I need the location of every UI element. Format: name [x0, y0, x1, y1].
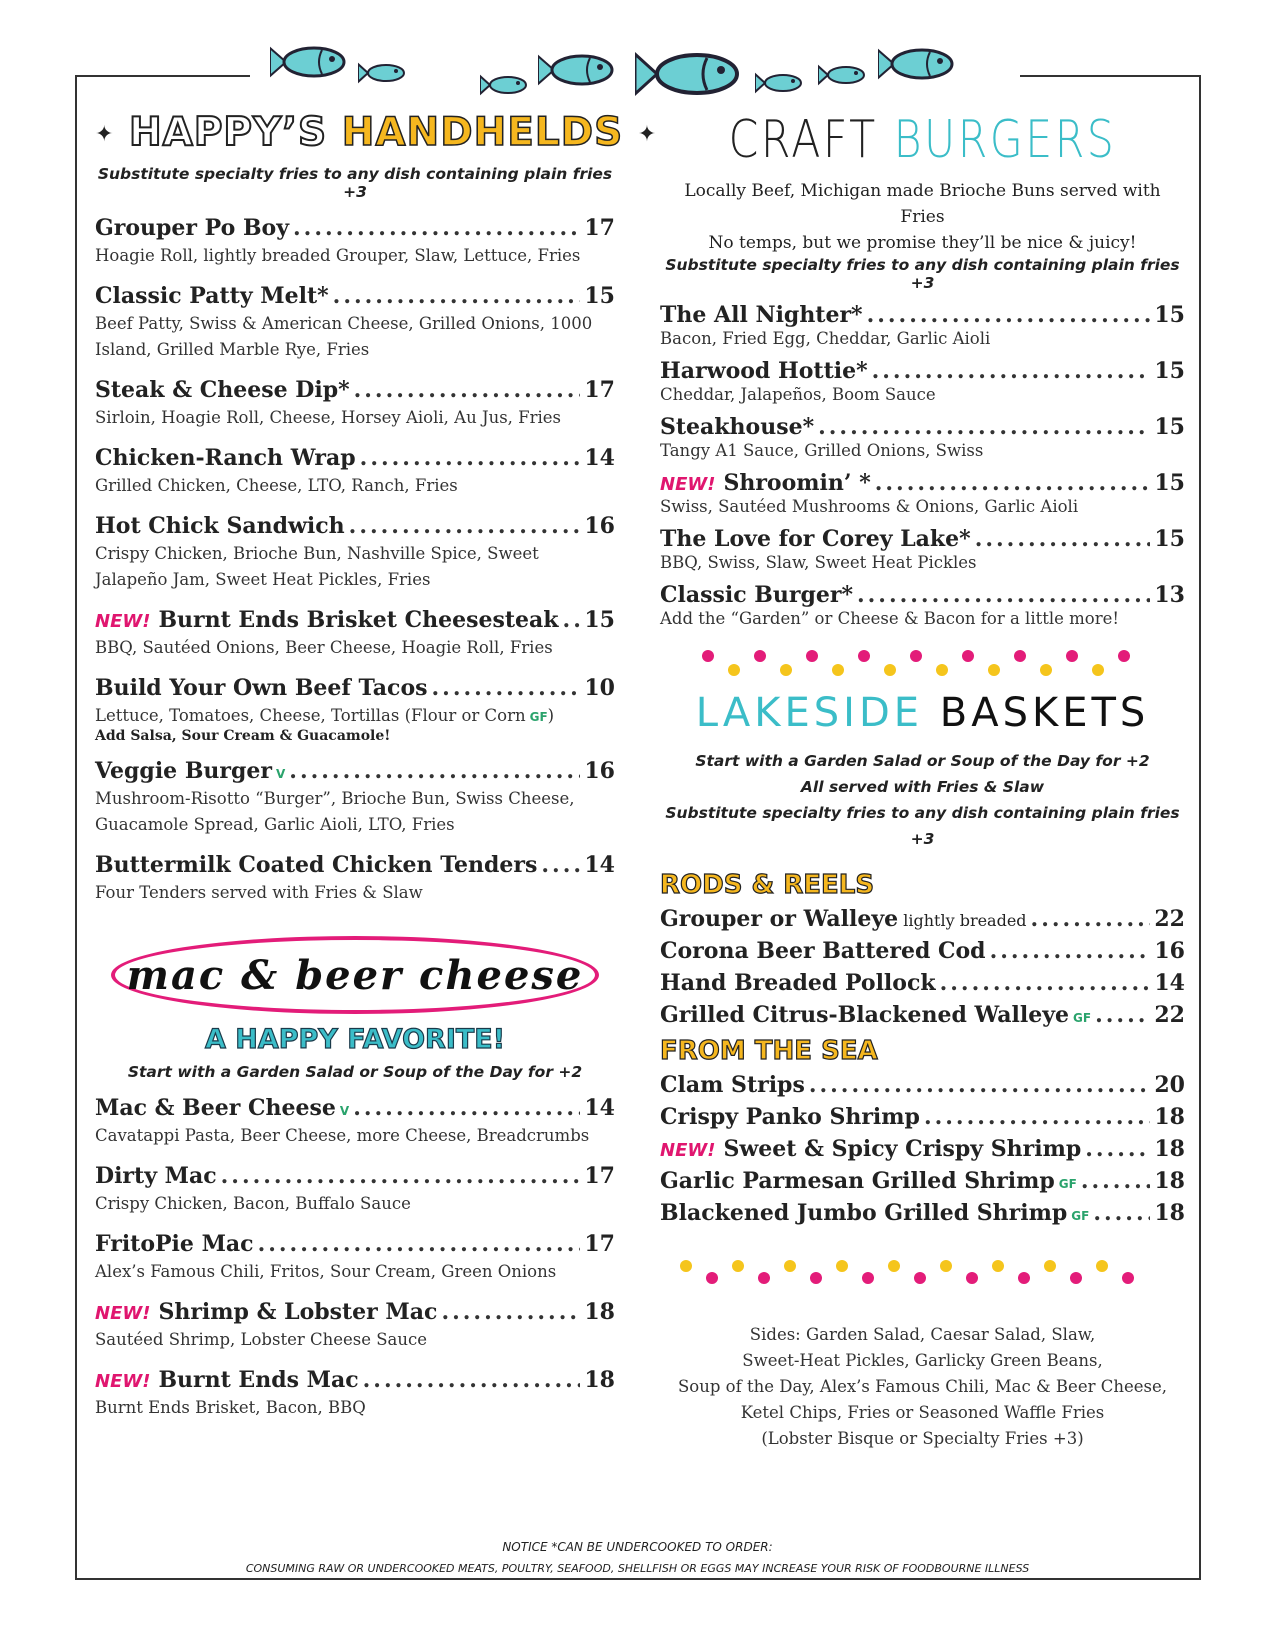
menu-item-head — [95, 675, 615, 701]
item-description: BBQ, Sautéed Onions, Beer Cheese, Hoagie Roll, Fries — [95, 638, 553, 657]
item-price: 16 — [584, 513, 615, 539]
item-name: Steak & Cheese Dip* — [95, 377, 350, 403]
dots-divider-top — [660, 646, 1185, 686]
menu-item — [95, 607, 615, 661]
menu-item-head — [660, 1200, 1185, 1226]
leader-dots — [1093, 1200, 1150, 1226]
burgers-note: Substitute specialty fries to any dish containing plain fries +3 — [665, 256, 1180, 292]
diet-tag: V — [339, 1104, 350, 1118]
leader-dots — [441, 1299, 580, 1325]
item-name: Mac & Beer Cheese V — [95, 1095, 350, 1121]
menu-item-head — [95, 607, 615, 633]
menu-item-head — [95, 758, 615, 784]
leader-dots — [353, 1095, 580, 1121]
menu-item-head — [660, 470, 1185, 496]
item-name: Dirty Mac — [95, 1163, 217, 1189]
mac-logo: mac & beer cheese — [111, 936, 599, 1014]
item-name: Veggie Burger V — [95, 758, 286, 784]
menu-item — [660, 1136, 1185, 1162]
leader-dots — [289, 758, 580, 784]
item-name: Clam Strips — [660, 1072, 805, 1098]
diet-tag: GF — [1071, 1209, 1090, 1223]
item-name: Harwood Hottie* — [660, 358, 868, 384]
leader-dots — [258, 1231, 581, 1257]
sides-line: Soup of the Day, Alex’s Famous Chili, Mac & Beer Cheese, — [678, 1377, 1167, 1396]
menu-item-head — [95, 377, 615, 403]
menu-item — [95, 1095, 615, 1149]
menu-item-head — [660, 526, 1185, 552]
leader-dots — [867, 302, 1151, 328]
menu-item-head — [660, 1072, 1185, 1098]
item-name: NEW! Burnt Ends Brisket Cheesesteak — [95, 607, 559, 633]
item-name: Buttermilk Coated Chicken Tenders — [95, 852, 538, 878]
item-price: 16 — [1154, 938, 1185, 964]
item-name: NEW! Burnt Ends Mac — [95, 1367, 359, 1393]
item-description: Burnt Ends Brisket, Bacon, BBQ — [95, 1398, 366, 1417]
item-name: Chicken-Ranch Wrap — [95, 445, 356, 471]
menu-item — [95, 758, 615, 838]
item-name: Grilled Citrus-Blackened Walleye GF — [660, 1002, 1092, 1028]
new-badge: NEW! — [660, 474, 716, 495]
menu-item — [95, 675, 615, 744]
item-price: 17 — [584, 1231, 615, 1257]
menu-item — [660, 302, 1185, 350]
menu-item-head — [660, 582, 1185, 608]
menu-item — [95, 513, 615, 593]
menu-item-head — [95, 1163, 615, 1189]
menu-item-head — [95, 852, 615, 878]
menu-item-head — [660, 1136, 1185, 1162]
sea-list — [660, 1072, 1185, 1226]
menu-item — [660, 470, 1185, 518]
menu-item-head — [95, 283, 615, 309]
fish-icon — [358, 62, 406, 84]
dots-divider-bottom — [660, 1256, 1185, 1296]
fish-icon — [480, 74, 528, 96]
menu-item — [95, 1231, 615, 1285]
burgers-intro-2: No temps, but we promise they’ll be nice & juicy! — [708, 233, 1137, 253]
right-column — [660, 108, 1185, 1452]
handhelds-list — [95, 215, 615, 906]
handhelds-note: Substitute specialty fries to any dish containing plain fries +3 — [97, 165, 613, 201]
menu-item-head — [95, 445, 615, 471]
item-price: 18 — [584, 1367, 615, 1393]
item-description: Crispy Chicken, Brioche Bun, Nashville Spice, Sweet Jalapeño Jam, Sweet Heat Pickles, Fries — [95, 544, 539, 589]
menu-item — [660, 1072, 1185, 1098]
leader-dots — [333, 283, 581, 309]
menu-item — [660, 938, 1185, 964]
craft-burgers-title: CRAFT BURGERS — [728, 110, 1117, 170]
item-description: Bacon, Fried Egg, Cheddar, Garlic Aioli — [660, 329, 991, 348]
item-price: 13 — [1154, 582, 1185, 608]
notice-undercooked: NOTICE *CAN BE UNDERCOOKED TO ORDER: — [502, 1540, 773, 1554]
item-price: 15 — [1154, 414, 1185, 440]
item-price: 18 — [1154, 1200, 1185, 1226]
fish-icon — [818, 64, 866, 86]
sides-line: Sides: Garden Salad, Caesar Salad, Slaw, — [749, 1325, 1096, 1344]
menu-item — [95, 1163, 615, 1217]
menu-item — [95, 215, 615, 269]
leader-dots — [975, 526, 1151, 552]
item-description: Four Tenders served with Fries & Slaw — [95, 883, 423, 902]
leader-dots — [940, 970, 1151, 996]
menu-item — [660, 414, 1185, 462]
item-name: The Love for Corey Lake* — [660, 526, 971, 552]
menu-item-head — [660, 1104, 1185, 1130]
menu-item — [660, 906, 1185, 932]
item-description: Mushroom-Risotto “Burger”, Brioche Bun, Swiss Cheese, Guacamole Spread, Garlic Aioli, LTO, Fries — [95, 789, 575, 834]
leader-dots — [349, 513, 581, 539]
menu-item-head — [660, 906, 1185, 932]
menu-item-head — [660, 938, 1185, 964]
diet-tag: GF — [1058, 1177, 1077, 1191]
menu-item — [660, 358, 1185, 406]
item-description: Hoagie Roll, lightly breaded Grouper, Slaw, Lettuce, Fries — [95, 246, 581, 265]
leader-dots — [221, 1163, 581, 1189]
leader-dots — [293, 215, 580, 241]
item-price: 18 — [1154, 1136, 1185, 1162]
diet-tag: GF — [1073, 1011, 1092, 1025]
sides-list — [660, 1322, 1185, 1452]
new-badge: NEW! — [95, 611, 151, 632]
leader-dots — [818, 414, 1150, 440]
item-price: 17 — [584, 377, 615, 403]
mac-note: Start with a Garden Salad or Soup of the Day for +2 — [127, 1063, 583, 1081]
item-name: Classic Patty Melt* — [95, 283, 329, 309]
item-price: 14 — [1154, 970, 1185, 996]
diet-tag: V — [275, 767, 286, 781]
menu-item — [95, 445, 615, 499]
diet-tag: GF — [529, 710, 548, 724]
leader-dots — [1085, 1136, 1150, 1162]
item-price: 15 — [1154, 470, 1185, 496]
sides-line: Ketel Chips, Fries or Seasoned Waffle Fries — [740, 1403, 1105, 1422]
leader-dots — [872, 358, 1151, 384]
item-description: Alex’s Famous Chili, Fritos, Sour Cream, Green Onions — [95, 1262, 557, 1281]
menu-item — [95, 852, 615, 906]
leader-dots — [924, 1104, 1150, 1130]
item-price: 15 — [584, 607, 615, 633]
leader-dots — [809, 1072, 1151, 1098]
item-price: 18 — [1154, 1168, 1185, 1194]
menu-item-head — [95, 1231, 615, 1257]
menu-item-head — [95, 513, 615, 539]
item-name: Steakhouse* — [660, 414, 815, 440]
leader-dots — [1081, 1168, 1151, 1194]
item-description: Cheddar, Jalapeños, Boom Sauce — [660, 385, 936, 404]
menu-item-head — [95, 215, 615, 241]
fish-icon — [878, 46, 956, 82]
item-description: Sirloin, Hoagie Roll, Cheese, Horsey Aioli, Au Jus, Fries — [95, 408, 561, 427]
item-price: 14 — [584, 852, 615, 878]
rods-reels-title: RODS & REELS — [660, 870, 875, 900]
menu-item — [660, 1104, 1185, 1130]
menu-item — [660, 526, 1185, 574]
item-name: FritoPie Mac — [95, 1231, 254, 1257]
item-price: 15 — [1154, 302, 1185, 328]
leader-dots — [354, 377, 581, 403]
item-description: Beef Patty, Swiss & American Cheese, Grilled Onions, 1000 Island, Grilled Marble Rye, Fries — [95, 314, 593, 359]
baskets-note-2: All served with Fries & Slaw — [800, 778, 1045, 796]
fish-decoration — [270, 38, 1030, 108]
item-price: 22 — [1154, 1002, 1185, 1028]
item-addon: Add Salsa, Sour Cream & Guacamole! — [95, 728, 391, 744]
lakeside-baskets-title: LAKESIDE BASKETS — [695, 690, 1150, 736]
item-price: 22 — [1154, 906, 1185, 932]
item-price: 14 — [584, 1095, 615, 1121]
item-name: Blackened Jumbo Grilled Shrimp GF — [660, 1200, 1090, 1226]
item-description: Lettuce, Tomatoes, Cheese, Tortillas (Flour or Corn GF) — [95, 706, 555, 725]
leader-dots — [360, 445, 581, 471]
fish-icon — [755, 72, 803, 94]
item-price: 15 — [584, 283, 615, 309]
menu-item-head — [660, 970, 1185, 996]
new-badge: NEW! — [95, 1371, 151, 1392]
menu-item-head — [660, 1168, 1185, 1194]
item-name: Crispy Panko Shrimp — [660, 1104, 920, 1130]
menu-item — [95, 1367, 615, 1421]
leader-dots — [1095, 1002, 1150, 1028]
item-name: Grouper Po Boy — [95, 215, 290, 241]
new-badge: NEW! — [660, 1140, 716, 1161]
item-name: The All Nighter* — [660, 302, 863, 328]
mac-list — [95, 1095, 615, 1421]
menu-item-head — [95, 1299, 615, 1325]
burgers-intro-1: Locally Beef, Michigan made Brioche Buns served with Fries — [684, 181, 1161, 227]
item-description: Sautéed Shrimp, Lobster Cheese Sauce — [95, 1330, 428, 1349]
item-description: Add the “Garden” or Cheese & Bacon for a little more! — [660, 609, 1120, 628]
sides-line: Sweet-Heat Pickles, Garlicky Green Beans, — [742, 1351, 1103, 1370]
item-name: NEW! Shrimp & Lobster Mac — [95, 1299, 438, 1325]
rods-list — [660, 906, 1185, 1028]
menu-item-head — [95, 1367, 615, 1393]
item-price: 16 — [584, 758, 615, 784]
item-name: Corona Beer Battered Cod — [660, 938, 986, 964]
item-name: Build Your Own Beef Tacos — [95, 675, 428, 701]
leader-dots — [363, 1367, 581, 1393]
menu-item-head — [660, 414, 1185, 440]
leader-dots — [1031, 906, 1151, 932]
menu-item-head — [95, 1095, 615, 1121]
menu-item — [660, 582, 1185, 630]
item-price: 18 — [1154, 1104, 1185, 1130]
leader-dots — [875, 470, 1151, 496]
leader-dots — [541, 852, 580, 878]
item-price: 15 — [1154, 526, 1185, 552]
menu-item-head — [660, 358, 1185, 384]
item-description: Grilled Chicken, Cheese, LTO, Ranch, Fries — [95, 476, 458, 495]
from-the-sea-title: FROM THE SEA — [660, 1036, 878, 1066]
fish-icon — [635, 50, 741, 98]
burgers-list — [660, 302, 1185, 630]
item-name: NEW! Sweet & Spicy Crispy Shrimp — [660, 1136, 1082, 1162]
item-name: Classic Burger* — [660, 582, 853, 608]
notice-warning: CONSUMING RAW OR UNDERCOOKED MEATS, POULTRY, SEAFOOD, SHELLFISH OR EGGS MAY INCREASE YOUR RISK OF FOODBOURNE ILLNESS — [245, 1562, 1030, 1575]
item-price: 17 — [584, 215, 615, 241]
leader-dots — [563, 607, 581, 633]
happy-favorite-title: A HAPPY FAVORITE! — [204, 1024, 506, 1055]
baskets-note-3: Substitute specialty fries to any dish containing plain fries +3 — [665, 804, 1180, 848]
item-name: Hot Chick Sandwich — [95, 513, 345, 539]
item-price: 15 — [1154, 358, 1185, 384]
leader-dots — [990, 938, 1151, 964]
item-description: Cavatappi Pasta, Beer Cheese, more Cheese, Breadcrumbs — [95, 1126, 590, 1145]
menu-item — [95, 1299, 615, 1353]
item-description: Crispy Chicken, Bacon, Buffalo Sauce — [95, 1194, 411, 1213]
left-column — [95, 108, 658, 1421]
item-name: NEW! Shroomin’ * — [660, 470, 871, 496]
handhelds-title: ✦ HAPPY’S HANDHELDS ✦ — [95, 110, 658, 155]
menu-item — [660, 1002, 1185, 1028]
menu-item-head — [660, 1002, 1185, 1028]
leader-dots — [857, 582, 1150, 608]
new-badge: NEW! — [95, 1303, 151, 1324]
item-price: 20 — [1154, 1072, 1185, 1098]
menu-item — [660, 970, 1185, 996]
menu-item — [95, 377, 615, 431]
item-extra: lightly breaded — [898, 911, 1027, 930]
item-price: 14 — [584, 445, 615, 471]
item-description: BBQ, Swiss, Slaw, Sweet Heat Pickles — [660, 553, 977, 572]
item-name: Garlic Parmesan Grilled Shrimp GF — [660, 1168, 1077, 1194]
menu-item — [660, 1200, 1185, 1226]
item-price: 18 — [584, 1299, 615, 1325]
sides-line: (Lobster Bisque or Specialty Fries +3) — [761, 1429, 1084, 1448]
menu-item — [95, 283, 615, 363]
item-description: Swiss, Sautéed Mushrooms & Onions, Garlic Aioli — [660, 497, 1079, 516]
item-name: Grouper or Walleye lightly breaded — [660, 906, 1027, 932]
fish-icon — [538, 52, 616, 88]
item-name: Hand Breaded Pollock — [660, 970, 936, 996]
item-description: Tangy A1 Sauce, Grilled Onions, Swiss — [660, 441, 984, 460]
menu-item-head — [660, 302, 1185, 328]
fish-icon — [270, 44, 348, 80]
item-price: 17 — [584, 1163, 615, 1189]
item-price: 10 — [584, 675, 615, 701]
baskets-note-1: Start with a Garden Salad or Soup of the Day for +2 — [695, 752, 1150, 770]
menu-item — [660, 1168, 1185, 1194]
leader-dots — [432, 675, 581, 701]
